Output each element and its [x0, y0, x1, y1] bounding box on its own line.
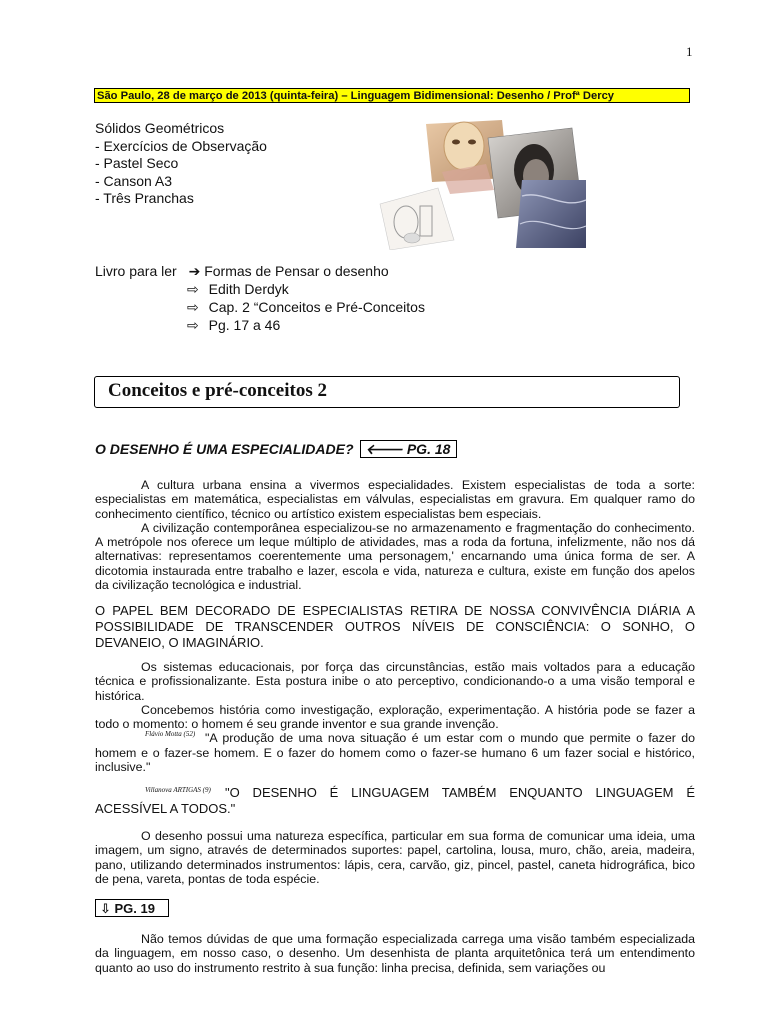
paragraph: A cultura urbana ensina a vivermos especialidades. Existem especialistas de toda a sorte: especialistas em matemática, especialistas em válvulas, especialistas em gravura. Em qualquer ramo do conhecimento científico, técnico ou artístico existem especialistas bem especiais.: [95, 478, 695, 521]
book-chapter: Cap. 2 “Conceitos e Pré-Conceitos: [208, 299, 425, 315]
citation-author: Flávio Motta (52): [145, 730, 196, 739]
body-block-4: [95, 932, 695, 975]
arrow-outline-icon: ⇨: [187, 281, 199, 297]
book-title: Formas de Pensar o desenho: [204, 263, 389, 279]
reading-section: [95, 262, 495, 342]
paragraph: Concebemos história como investigação, exploração, experimentação. A história pode se fazer a todo o momento: o homem é seu grande inventor e sua grande invenção.: [95, 702, 695, 732]
materials-item: - Canson A3: [95, 172, 173, 189]
paragraph: Os sistemas educacionais, por força das circunstâncias, estão mais voltados para a educação técnica e profissionalizante. Esta postura inibe o ato perceptivo, condicionando-o a uma visão temporal e histórica.: [95, 660, 695, 703]
paragraph: A civilização contemporânea especializou-se no armazenamento e fragmentação do conhecimento. A metrópole nos oferece um leque múltiplo de atividades, mas a roda da fortuna, infelizmente, não nos dá alternativas: representamos coerentemente uma personagem,' encarnando uma única forma de ser. A dicotomia instaurada entre trabalho e lazer, escola e vida, natureza e cultura, existe em função dos apelos da civilização tecnológica e industrial.: [95, 520, 695, 593]
arrow-outline-icon: ⇨: [187, 299, 199, 315]
body-block-2: [95, 660, 695, 774]
drawing-collage-image: [376, 120, 678, 250]
materials-item: - Três Pranchas: [95, 190, 194, 207]
book-author: Edith Derdyk: [208, 281, 289, 297]
quote-block: [95, 785, 695, 817]
arrow-right-icon: ➔: [188, 263, 201, 279]
page-reference-badge: ⇩ PG. 19: [95, 899, 169, 917]
book-pages: Pg. 17 a 46: [208, 317, 281, 333]
page-reference-badge: 🡐 PG. 18: [360, 440, 457, 458]
question-heading: [95, 441, 457, 458]
book-label: Livro para ler: [95, 263, 177, 279]
uppercase-statement: [95, 603, 695, 651]
citation-author: Villanova ARTIGAS (9): [145, 786, 211, 794]
fabric-drawing-artwork: [516, 180, 586, 248]
quote: "O DESENHO É LINGUAGEM TAMBÉM ENQUANTO LINGUAGEM É ACESSÍVEL A TODOS.": [95, 785, 695, 816]
arrow-outline-icon: ⇨: [187, 317, 199, 333]
header-banner: São Paulo, 28 de março de 2013 (quinta-feira) – Linguagem Bidimensional: Desenho / Profª Dercy: [94, 88, 690, 103]
materials-list: [95, 120, 267, 208]
materials-item: - Exercícios de Observação: [95, 137, 267, 154]
materials-item: Sólidos Geométricos: [95, 120, 225, 136]
section-title: Conceitos e pré-conceitos 2: [108, 380, 327, 401]
page-number: 1: [686, 44, 693, 59]
still-life-sketch: [380, 188, 454, 250]
paragraph: O desenho possui uma natureza específica, particular em sua forma de comunicar uma ideia, uma imagem, um signo, através de determinados suportes: papel, cartolina, lousa, muro, chão, areia, madeira, pano, utilizando determinados instrumentos: lápis, cera, carvão, giz, pincel, pastel, caneta hidrográfica, bico de pena, vareta, pontas de toda espécie.: [95, 829, 695, 886]
question-heading-text: O DESENHO É UMA ESPECIALIDADE?: [95, 441, 354, 457]
materials-item: - Pastel Seco: [95, 155, 179, 172]
paragraph: O PAPEL BEM DECORADO DE ESPECIALISTAS RETIRA DE NOSSA CONVIVÊNCIA DIÁRIA A POSSIBILIDADE DE TRANSCENDER OUTROS NÍVEIS DE CONSCIÊNCIA: O SONHO, O DEVANEIO, O IMAGINÁRIO.: [95, 603, 695, 650]
paragraph: Não temos dúvidas de que uma formação especializada carrega uma visão também especializada da linguagem, em nosso caso, o desenho. Um desenhista de planta arquitetônica terá um entendimento quanto ao uso do instrumento restrito à sua função: linha precisa, definida, sem variações ou: [95, 932, 695, 975]
quote: "A produção de uma nova situação é um estar com o mundo que permite o fazer do homem e o fazer-se homem. E o fazer do homem como o fazer-se humano 6 um fazer social e histórico, inclusive.": [95, 731, 695, 775]
body-block-3: [95, 829, 695, 886]
body-block-1: [95, 478, 695, 592]
